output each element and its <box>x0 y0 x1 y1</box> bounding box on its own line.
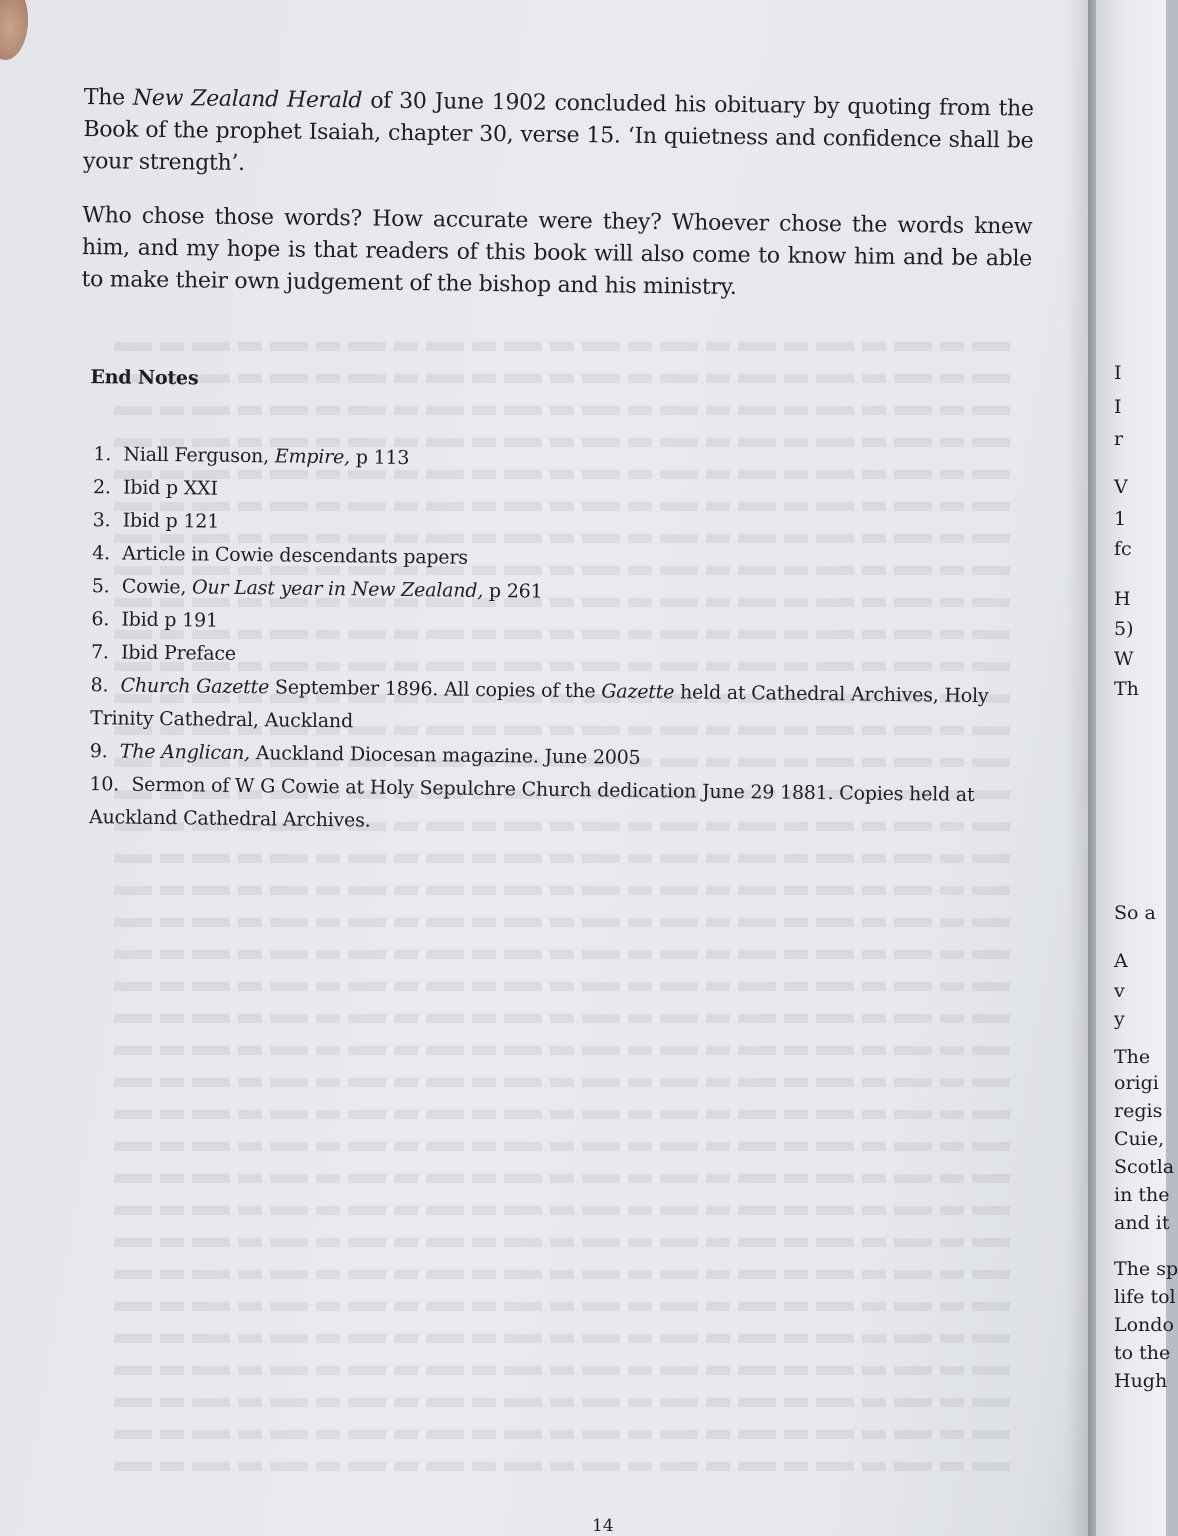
paragraph-question: Who chose those words? How accurate were they? Whoever chose the words knew him, and my hope is that readers of this book will also come to know him and be able to make their own judgement of the bishop and his ministry. <box>81 202 1033 300</box>
paragraph-obituary <box>83 82 1034 190</box>
facing-page-text <box>1114 0 1178 1536</box>
facing-page-fragment: A <box>1114 950 1128 972</box>
facing-page-fragment: Cuie, <box>1114 1128 1165 1150</box>
thumb <box>0 0 28 60</box>
end-note-number: 8. <box>90 674 109 697</box>
end-note-title: Gazette <box>601 680 675 704</box>
facing-page-fragment: regis <box>1114 1100 1163 1122</box>
newspaper-title: New Zealand Herald <box>132 85 363 114</box>
page-number: 14 <box>592 1516 614 1536</box>
end-note-title: Empire, <box>274 445 351 469</box>
paragraph-text: The <box>83 84 134 111</box>
facing-page-fragment: Scotla <box>1114 1156 1175 1178</box>
end-note-number: 7. <box>90 641 109 664</box>
facing-page-fragment: in the <box>1114 1184 1170 1206</box>
facing-page-fragment: y <box>1114 1008 1125 1030</box>
end-note-text: Sermon of W G Cowie at Holy Sepulchre Church dedication June 29 1881. Copies held at Auckland Cathedral Archives. <box>88 773 975 832</box>
end-note-number: 5. <box>91 575 110 598</box>
end-note-text: Ibid p XXI <box>122 476 218 500</box>
end-note-number: 1. <box>93 443 112 466</box>
end-note-text: Auckland Diocesan magazine. June 2005 <box>249 742 641 769</box>
end-note-text: Article in Cowie descendants papers <box>122 542 468 569</box>
facing-page-fragment: r <box>1114 428 1124 450</box>
facing-page-fragment: 1 <box>1114 508 1127 530</box>
end-notes-heading: End Notes <box>90 366 199 390</box>
facing-page-fragment: fc <box>1114 538 1132 560</box>
end-note-text: Cowie, <box>121 575 193 599</box>
end-note-text: Niall Ferguson, <box>123 443 275 468</box>
facing-page-fragment: The <box>1114 1046 1151 1068</box>
end-note-number: 10. <box>89 773 120 796</box>
facing-page-fragment: Th <box>1114 678 1139 700</box>
paragraph-text: of 30 June 1902 concluded his obituary by quoting from the Book of the prophet Isaiah, chapter 30, verse 15. ‘In quietness and confidence shall be your strength’. <box>82 88 1034 176</box>
facing-page-fragment: Hugh <box>1114 1370 1168 1392</box>
end-note-number: 3. <box>92 509 111 532</box>
end-note-text: held at Cathedral Archives, Holy Trinity Cathedral, Auckland <box>90 681 989 733</box>
facing-page-fragment: I <box>1114 396 1122 418</box>
end-note-text: September 1896. All copies of the <box>268 676 602 703</box>
end-note-text: Ibid p 121 <box>122 509 220 533</box>
end-notes-list <box>89 438 994 845</box>
end-note-number: 6. <box>91 608 110 631</box>
facing-page-fragment: The sp <box>1114 1258 1178 1280</box>
facing-page-fragment: origi <box>1114 1072 1159 1094</box>
facing-page-fragment: 5) <box>1114 618 1134 640</box>
facing-page-fragment: and it <box>1114 1212 1170 1234</box>
facing-page-fragment: W <box>1114 648 1134 670</box>
end-note-title: The Anglican, <box>119 740 251 765</box>
facing-page-fragment: to the <box>1114 1342 1171 1364</box>
end-note-item <box>90 669 991 746</box>
facing-page-fragment: v <box>1114 980 1125 1002</box>
facing-page-fragment: V <box>1114 476 1128 498</box>
facing-page-fragment: H <box>1114 588 1131 610</box>
end-note-title: Church Gazette <box>120 674 270 699</box>
page-content <box>75 82 1034 846</box>
end-note-text: Ibid p 191 <box>121 608 218 632</box>
end-note-title: Our Last year in New Zealand, <box>191 576 484 602</box>
end-note-number: 9. <box>89 740 108 763</box>
end-note-text: p 113 <box>349 446 410 470</box>
end-note-text: p 261 <box>483 579 543 603</box>
facing-page-fragment: So a <box>1114 902 1156 924</box>
end-note-number: 4. <box>92 542 111 565</box>
end-note-number: 2. <box>92 476 111 499</box>
end-note-text: Ibid Preface <box>120 641 237 665</box>
facing-page-fragment: life tol <box>1114 1286 1176 1308</box>
facing-page-fragment: Londo <box>1114 1314 1174 1336</box>
end-note-item <box>89 768 990 845</box>
facing-page-fragment: I <box>1114 362 1122 384</box>
